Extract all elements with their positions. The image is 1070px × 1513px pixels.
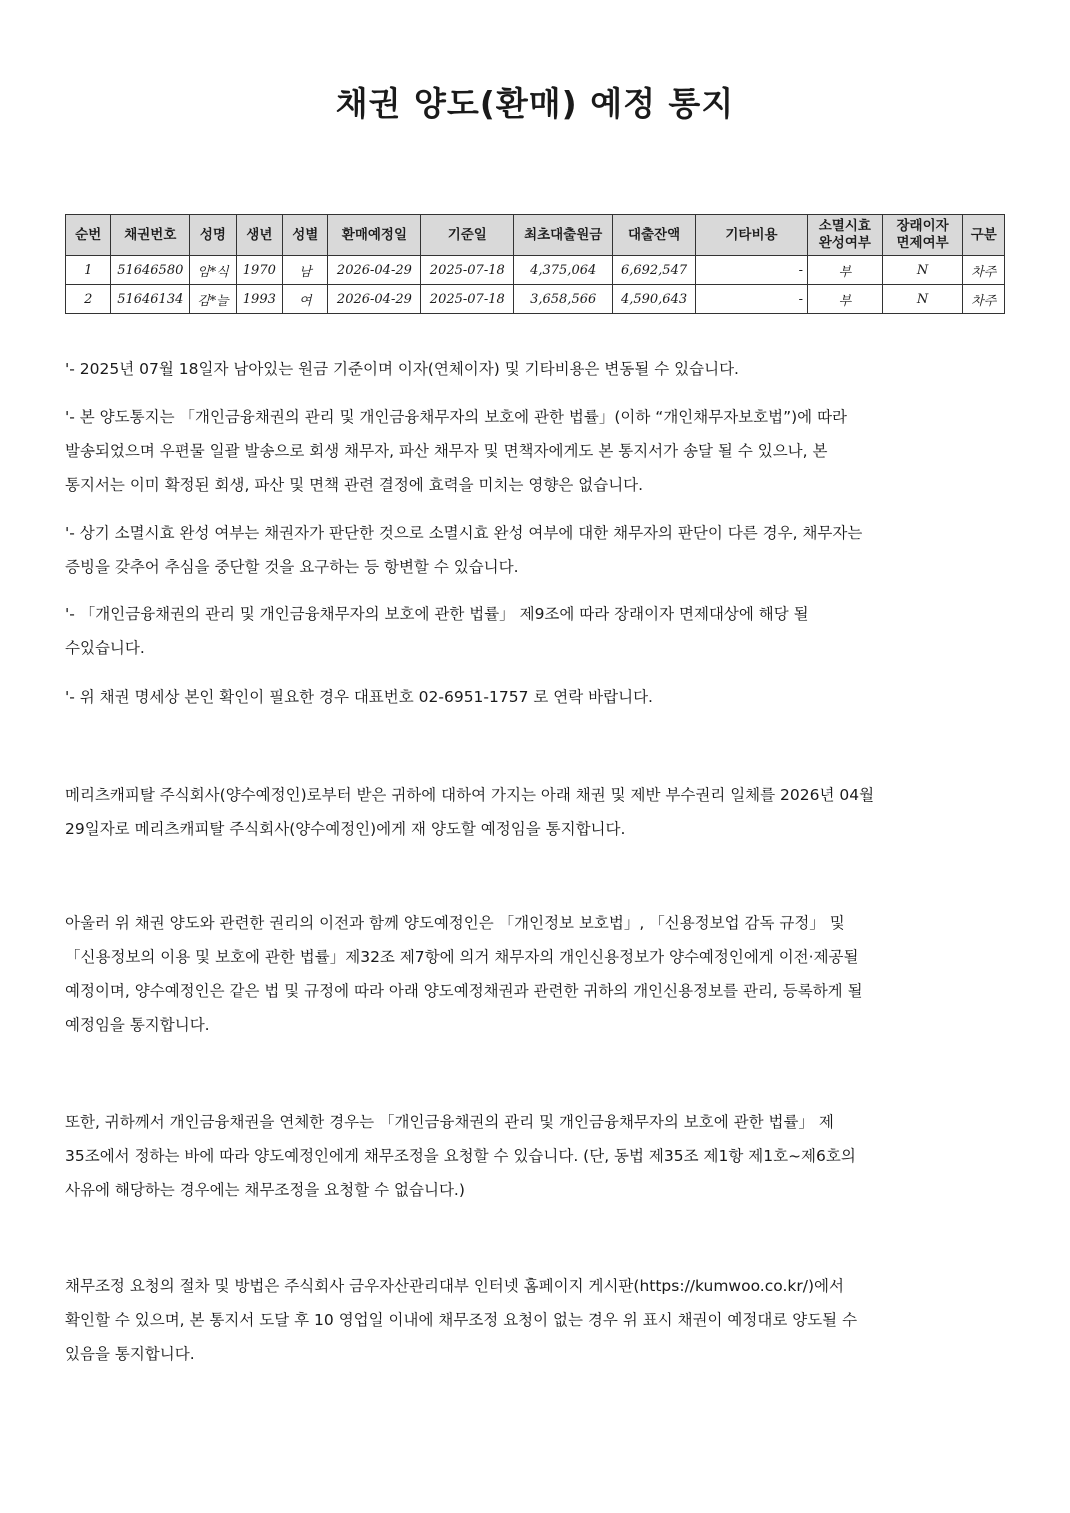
header-interest-waiver: 장래이자 면제여부	[882, 215, 963, 256]
cell-gender: 남	[283, 256, 328, 285]
note-transfer-notice: '- 본 양도통지는 「개인금융채권의 관리 및 개인금융채무자의 보호에 관한 법률」(이하 “개인채무자보호법”)에 따라 발송되었으며 우편물 일괄 발송으로 회생 채무자, 파산 채무자 및 면책자에게도 본 통지서가 송달 될 수 있으나, 본 통지서는 이미 확정된 회생, 파산 및 면책 관련 결정에 효력을 미치는 영향은 없습니다.	[65, 408, 848, 494]
paragraph-transfer: 메리츠캐피탈 주식회사(양수예정인)로부터 받은 귀하에 대하여 가지는 아래 채권 및 제반 부수권리 일체를 2026년 04월 29일자로 메리츠캐피탈 주식회사(양수예정인)에게 재 양도할 예정임을 통지합니다.	[65, 786, 875, 838]
cell-repurchase-date: 2026-04-29	[328, 285, 421, 314]
cell-prescription: 부	[808, 256, 883, 285]
cell-birth-year: 1993	[236, 285, 282, 314]
cell-seq: 1	[66, 256, 111, 285]
cell-base-date: 2025-07-18	[421, 285, 514, 314]
cell-category: 차주	[963, 285, 1005, 314]
cell-interest-waiver: N	[882, 256, 963, 285]
note-principal-basis: '- 2025년 07월 18일자 남아있는 원금 기준이며 이자(연체이자) 및 기타비용은 변동될 수 있습니다.	[65, 360, 739, 378]
paragraph-credit-info: 아울러 위 채권 양도와 관련한 권리의 이전과 함께 양도예정인은 「개인정보 보호법」, 「신용정보업 감독 규정」 및 「신용정보의 이용 및 보호에 관한 법률」제32조 제7항에 의거 채무자의 개인신용정보가 양수예정인에게 이전·제공될 예정이며, 양수예정인은 같은 법 및 규정에 따라 아래 양도예정채권과 관련한 귀하의 개인신용정보를 관리, 등록하게 될 예정임을 통지합니다.	[65, 914, 863, 1034]
cell-name: 임*식	[190, 256, 236, 285]
note-contact: '- 위 채권 명세상 본인 확인이 필요한 경우 대표번호 02-6951-1757 로 연락 바랍니다.	[65, 688, 653, 706]
header-other-costs: 기타비용	[695, 215, 807, 256]
document-title: 채권 양도(환매) 예정 통지	[335, 84, 735, 123]
header-category: 구분	[963, 215, 1005, 256]
cell-initial-principal: 4,375,064	[514, 256, 613, 285]
table-row	[66, 256, 1005, 285]
cell-bond-number: 51646580	[111, 256, 190, 285]
header-name: 성명	[190, 215, 236, 256]
cell-repurchase-date: 2026-04-29	[328, 256, 421, 285]
paragraph-procedure: 채무조정 요청의 절차 및 방법은 주식회사 금우자산관리대부 인터넷 홈페이지 게시판(https://kumwoo.co.kr/)에서 확인할 수 있으며, 본 통지서 도달 후 10 영업일 이내에 채무조정 요청이 없는 경우 위 표시 채권이 예정대로 양도될 수 있음을 통지합니다.	[65, 1277, 858, 1363]
header-gender: 성별	[283, 215, 328, 256]
cell-loan-balance: 6,692,547	[613, 256, 696, 285]
header-bond-number: 채권번호	[111, 215, 190, 256]
cell-seq: 2	[66, 285, 111, 314]
header-birth-year: 생년	[236, 215, 282, 256]
cell-prescription: 부	[808, 285, 883, 314]
header-base-date: 기준일	[421, 215, 514, 256]
paragraph-debt-adjustment: 또한, 귀하께서 개인금융채권을 연체한 경우는 「개인금융채권의 관리 및 개인금융채무자의 보호에 관한 법률」 제 35조에서 정하는 바에 따라 양도예정인에게 채무조정을 요청할 수 있습니다. (단, 동법 제35조 제1항 제1호~제6호의 사유에 해당하는 경우에는 채무조정을 요청할 수 없습니다.)	[65, 1113, 856, 1199]
cell-birth-year: 1970	[236, 256, 282, 285]
cell-category: 차주	[963, 256, 1005, 285]
header-repurchase-date: 환매예정일	[328, 215, 421, 256]
cell-loan-balance: 4,590,643	[613, 285, 696, 314]
cell-interest-waiver: N	[882, 285, 963, 314]
header-loan-balance: 대출잔액	[613, 215, 696, 256]
header-seq: 순번	[66, 215, 111, 256]
table-header-row	[66, 215, 1005, 256]
header-prescription: 소멸시효 완성여부	[808, 215, 883, 256]
bond-table	[65, 214, 1005, 314]
cell-base-date: 2025-07-18	[421, 256, 514, 285]
cell-name: 김*늘	[190, 285, 236, 314]
note-prescription: '- 상기 소멸시효 완성 여부는 채권자가 판단한 것으로 소멸시효 완성 여부에 대한 채무자의 판단이 다른 경우, 채무자는 증빙을 갖추어 추심을 중단할 것을 요구하는 등 항변할 수 있습니다.	[65, 524, 863, 576]
table-row	[66, 285, 1005, 314]
cell-gender: 여	[283, 285, 328, 314]
cell-initial-principal: 3,658,566	[514, 285, 613, 314]
note-interest-waiver: '- 「개인금융채권의 관리 및 개인금융채무자의 보호에 관한 법률」 제9조에 따라 장래이자 면제대상에 해당 될 수있습니다.	[65, 605, 809, 657]
cell-other-costs: -	[695, 256, 807, 285]
header-initial-principal: 최초대출원금	[514, 215, 613, 256]
cell-bond-number: 51646134	[111, 285, 190, 314]
cell-other-costs: -	[695, 285, 807, 314]
